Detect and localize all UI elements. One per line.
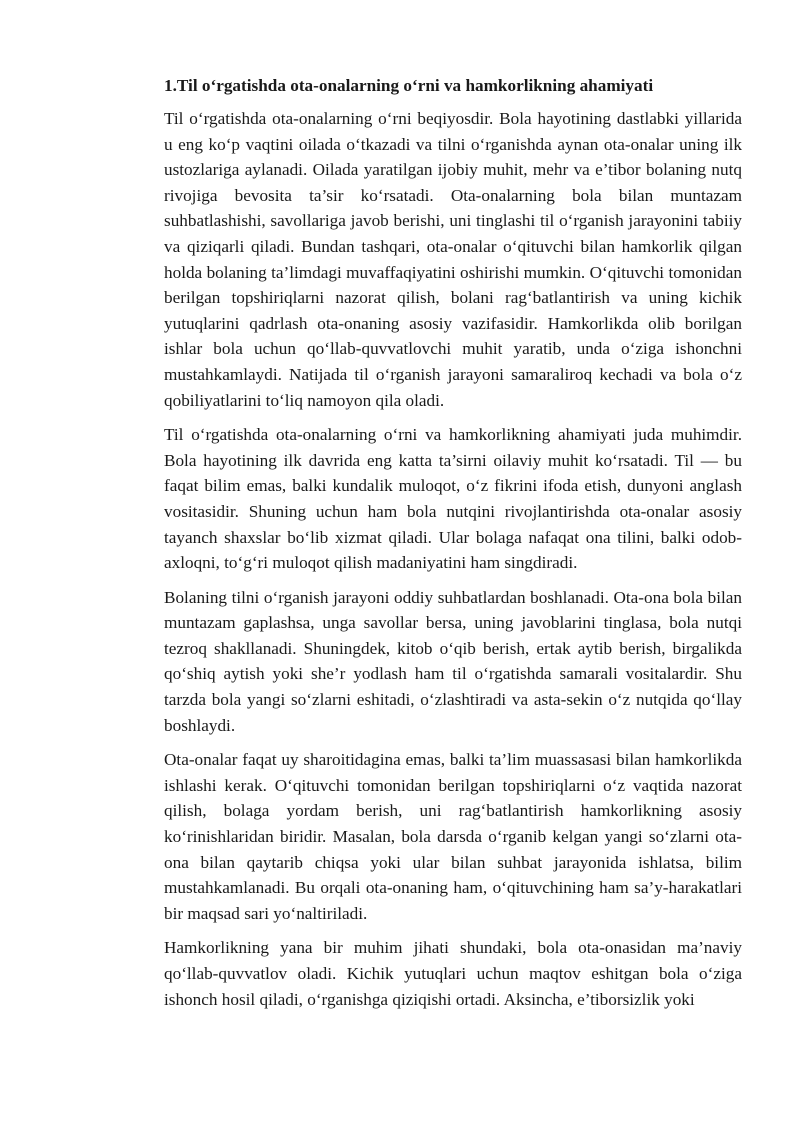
section-heading: 1.Til o‘rgatishda ota-onalarning o‘rni va hamkorlikning ahamiyati [164,76,654,95]
paragraph-3: Bolaning tilni o‘rganish jarayoni oddiy suhbatlardan boshlanadi. Ota-ona bola bilan muntazam gaplashsa, unga savollar bersa, uning javoblarini tinglasa, bola nutqi tezroq shakllanadi. Shuningdek, kitob o‘qib berish, ertak aytib berish, birgalikda qo‘shiq aytish yoki she’r yodlash ham til o‘rgatishda samarali vositalardir. Shu tarzda bola yangi so‘zlarni eshitadi, o‘zlashtiradi va asta-sekin o‘z nutqida qo‘llay boshlaydi. [164,587,742,735]
paragraph-5: Hamkorlikning yana bir muhim jihati shundaki, bola ota-onasidan ma’naviy qo‘llab-quvvatlov oladi. Kichik yutuqlari uchun maqtov eshitgan bola o‘ziga ishonch hosil qiladi, o‘rganishga qiziqishi ortadi. Aksincha, e’tiborsizlik yoki [164,938,742,1009]
paragraph-2: Til o‘rgatishda ota-onalarning o‘rni va hamkorlikning ahamiyati juda muhimdir. Bola hayotining ilk davrida eng katta ta’sirni oilaviy muhit ko‘rsatadi. Til — bu faqat bilim emas, balki kundalik muloqot, o‘z fikrini ifoda etish, dunyoni anglash vositasidir. Shuning uchun ham bola nutqini rivojlantirishda ota-onalar asosiy tayanch shaxslar bo‘lib xizmat qiladi. Ular bolaga nafaqat ona tilini, balki odob-axloqni, to‘g‘ri muloqot qilish madaniyatini ham singdiradi. [164,425,742,573]
paragraph-1: Til o‘rgatishda ota-onalarning o‘rni beqiyosdir. Bola hayotining dastlabki yillarida u eng ko‘p vaqtini oilada o‘tkazadi va tilni o‘rganishda aynan ota-onalar uning ilk ustozlariga aylanadi. Oilada yaratilgan ijobiy muhit, mehr va e’tibor bolaning nutq rivojiga bevosita ta’sir ko‘rsatadi. Ota-onalarning bola bilan muntazam suhbatlashishi, savollariga javob berishi, uni tinglashi til o‘rganish jarayonini tabiiy va qiziqarli qiladi. Bundan tashqari, ota-onalar o‘qituvchi bilan hamkorlik qilgan holda bolaning ta’limdagi muvaffaqiyatini oshirishi mumkin. O‘qituvchi tomonidan berilgan topshiriqlarni nazorat qilish, bolani rag‘batlantirish va uning kichik yutuqlarini qadrlash ota-onaning asosiy vazifasidir. Hamkorlikda olib borilgan ishlar bola uchun qo‘llab-quvvatlovchi muhit yaratib, unda o‘ziga ishonchni mustahkamlaydi. Natijada til o‘rganish jarayoni samaraliroq kechadi va bola o‘z qobiliyatlarini to‘liq namoyon qila oladi. [164,109,742,410]
paragraph-4: Ota-onalar faqat uy sharoitidagina emas, balki ta’lim muassasasi bilan hamkorlikda ishlashi kerak. O‘qituvchi tomonidan berilgan topshiriqlarni o‘z vaqtida nazorat qilish, bolaga yordam berish, uni rag‘batlantirish hamkorlikning asosiy ko‘rinishlaridan biridir. Masalan, bola darsda o‘rganib kelgan yangi so‘zlarni ota-ona bilan qaytarib chiqsa yoki ular bilan suhbat jarayonida ishlatsa, bilim mustahkamlanadi. Bu orqali ota-onaning ham, o‘qituvchining ham sa’y-harakatlari bir maqsad sari yo‘naltiriladi. [164,750,742,923]
